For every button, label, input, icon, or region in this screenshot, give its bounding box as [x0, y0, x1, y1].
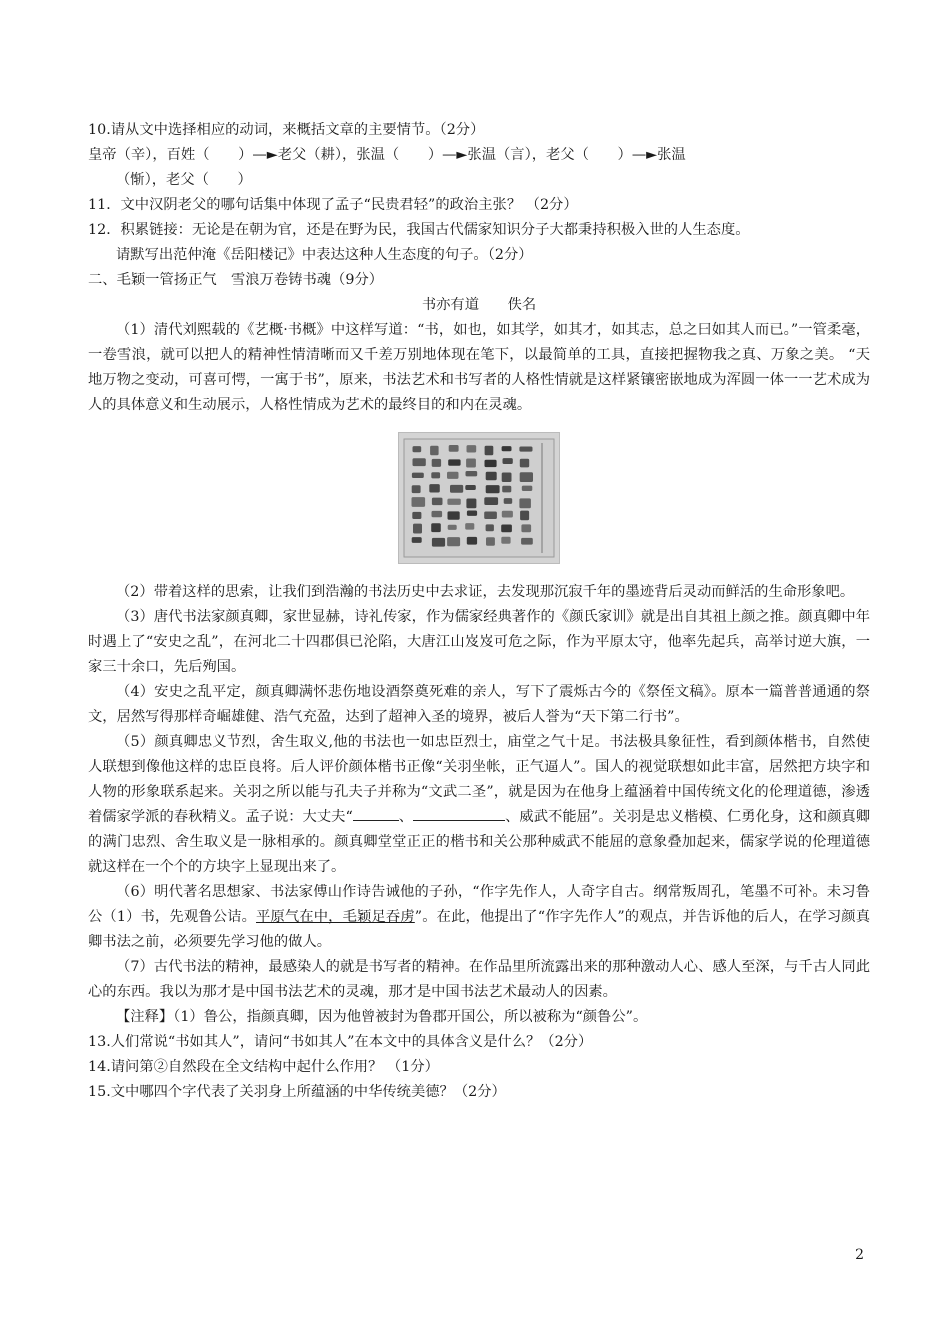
- calligraphy-stroke: [484, 512, 497, 520]
- calligraphy-stroke: [467, 445, 477, 452]
- article-paragraph-6: [88, 880, 870, 955]
- paragraph-6-part-1: （6）明代著名思想家、书法家傅山作诗告诫他的子孙，“作字先作人，人奇字自古。纲常叛周孔，笔墨不可补。未习鲁公（1）书，先观鲁公诘。: [88, 884, 870, 925]
- calligraphy-stroke: [413, 446, 422, 452]
- calligraphy-stroke: [432, 459, 441, 467]
- calligraphy-stroke: [520, 472, 533, 482]
- calligraphy-stroke: [501, 537, 510, 544]
- calligraphy-stroke: [412, 497, 426, 507]
- calligraphy-stroke: [485, 446, 494, 456]
- answer-blank-1[interactable]: [353, 806, 399, 821]
- calligraphy-stroke: [432, 511, 443, 517]
- calligraphy-stroke: [431, 523, 441, 532]
- article-paragraph-7: （7）古代书法的精神，最感染人的就是书写者的精神。在作品里所流露出来的那种激动人心、感人至深，与千古人同此心的东西。我以为那才是中国书法艺术的灵魂，那才是中国书法艺术最动人的因素。: [88, 959, 870, 1000]
- question-12-line2: 请默写出范仲淹《岳阳楼记》中表达这种人生态度的句子。（2分）: [116, 247, 533, 263]
- calligraphy-stroke: [448, 525, 457, 530]
- section-2-heading: 二、毛颖一管扬正气 雪浪万卷铸书魂（9分）: [88, 272, 384, 288]
- calligraphy-stroke: [520, 459, 529, 468]
- article-paragraph-1: （1）清代刘熙载的《艺概·书概》中这样写道：“书，如也，如其学，如其才，如其志，总之曰如其人而已。”一管柔毫，一卷雪浪，就可以把人的精神性情清晰而又千差万别地体现在笔下，以最简单的工具，直接把握物我之真、万象之美。 “天地万物之变动，可喜可愕，一寓于书”，原来，书法艺术和书写者的人格性情就是这样紧镶密嵌地成为浑圆一体一一艺术成为人的具体意义和生动展示，人格性情成为艺术的最终目的和内在灵魂。: [88, 322, 870, 413]
- calligraphy-stroke: [432, 498, 443, 506]
- underlined-quote: 平原气在中，毛颖足吞虏: [256, 909, 415, 925]
- calligraphy-stroke: [412, 485, 421, 493]
- article-paragraph-4: （4）安史之乱平定，颜真卿满怀悲伤地设酒祭奠死难的亲人，写下了震烁古今的《祭侄文稿》。原本一篇普普通通的祭文，居然写得那样奇崛雄健、浩气充盈，达到了超神入圣的境界，被后人誉为“天下第二行书”。: [88, 684, 870, 725]
- question-15: 15.文中哪四个字代表了关羽身上所蕴涵的中华传统美德？（2分）: [88, 1084, 506, 1100]
- article-paragraph-3: （3）唐代书法家颜真卿，家世显赫，诗礼传家，作为儒家经典著作的《颜氏家训》就是出自其祖上颜之推。颜真卿中年时遇上了“安史之乱”，在河北二十四郡俱已沦陷，大唐江山岌岌可危之际，作为平原太守，他率先起兵，高举讨逆大旗，一家三十余口，先后殉国。: [88, 609, 870, 675]
- question-13: 13.人们常说“书如其人”，请问“书如其人”在本文中的具体含义是什么？（2分）: [88, 1034, 593, 1050]
- answer-blank-2[interactable]: [413, 806, 505, 821]
- calligraphy-stroke: [447, 499, 460, 505]
- calligraphy-stroke: [521, 538, 533, 545]
- calligraphy-stroke: [465, 485, 476, 490]
- article-note: 【注释】（1）鲁公，指颜真卿，因为他曾被封为鲁郡开国公，所以被称为“颜鲁公”。: [116, 1009, 648, 1025]
- calligraphy-stroke: [413, 458, 426, 466]
- calligraphy-image-wrapper: [88, 432, 870, 564]
- calligraphy-stroke: [465, 523, 474, 530]
- calligraphy-stroke: [449, 445, 459, 452]
- calligraphy-stroke: [412, 537, 422, 543]
- calligraphy-stroke: [522, 486, 533, 491]
- calligraphy-stroke: [447, 472, 459, 479]
- calligraphy-stroke: [503, 458, 513, 464]
- calligraphy-stroke: [504, 498, 513, 504]
- page-number: 2: [855, 1247, 864, 1263]
- calligraphy-stroke: [413, 524, 422, 534]
- calligraphy-stroke: [502, 446, 512, 451]
- calligraphy-stroke: [466, 459, 476, 468]
- calligraphy-stroke: [448, 511, 460, 519]
- calligraphy-stroke: [519, 498, 531, 508]
- calligraphy-stroke: [432, 538, 445, 547]
- calligraphy-stroke: [486, 524, 494, 531]
- question-10-chain-line2: （惭），老父（ ）: [116, 172, 252, 188]
- calligraphy-stroke: [412, 512, 421, 519]
- calligraphy-stroke: [431, 472, 440, 478]
- calligraphy-stroke: [486, 485, 500, 493]
- calligraphy-inscription-image: [398, 432, 560, 564]
- calligraphy-inscription-graphic: [399, 433, 559, 563]
- calligraphy-stroke: [447, 537, 460, 546]
- calligraphy-stroke: [466, 471, 478, 476]
- calligraphy-stroke: [412, 473, 424, 478]
- paragraph-5-part-3: 、威武不能屈”。关羽是忠义楷模、仁勇化身，这和颜真卿的满门忠烈、舍生取义是一脉相承的。颜真卿堂堂正正的楷书和关公那种威武不能屈的意象叠加起来，儒家学说的伦理道德就这样在一个个的方块字上显现出来了。: [88, 809, 870, 875]
- question-10-prompt: 10.请从文中选择相应的动词，来概括文章的主要情节。（2分）: [88, 122, 485, 138]
- paragraph-5-part-2: 、: [398, 809, 414, 825]
- calligraphy-stroke: [450, 485, 463, 493]
- question-12-line1: 12．积累链接：无论是在朝为官，还是在野为民，我国古代儒家知识分子大都秉持积极入世的人生态度。: [88, 222, 750, 238]
- calligraphy-stroke: [486, 537, 495, 545]
- question-10-chain-line1: 皇帝（辛），百姓（ ）—►老父（耕），张温（ ）—►张温（言），老父（ ）—►张温: [88, 147, 686, 163]
- calligraphy-stroke: [486, 472, 497, 481]
- calligraphy-stroke: [501, 525, 512, 533]
- calligraphy-stroke: [448, 459, 460, 465]
- paragraph-6-part-2: ”。在此，他提出了“作字先作人”的观点，并告诉他的后人，在学习颜真卿书法之前，必须要先学习他的做人。: [88, 909, 870, 950]
- calligraphy-stroke: [430, 446, 439, 456]
- calligraphy-stroke: [502, 473, 512, 483]
- calligraphy-stroke: [502, 511, 513, 518]
- question-11: 11．文中汉阴老父的哪句话集中体现了孟子“民贵君轻”的政治主张？ （2分）: [88, 197, 578, 213]
- calligraphy-stroke: [429, 484, 440, 492]
- calligraphy-stroke: [485, 460, 497, 467]
- calligraphy-stroke: [520, 511, 529, 521]
- article-paragraph-5: [88, 730, 870, 880]
- paragraph-5-part-1: （5）颜真卿忠义节烈，舍生取义,他的书法也一如忠臣烈士，庙堂之气十足。书法极具象征性，看到颜体楷书，自然使人联想到像他这样的忠臣良将。后人评价颜体楷书正像“关羽坐帐，正气逼人”。国人的视觉联想如此丰富，居然把方块字和人物的形象联系起来。关羽之所以能与孔夫子并称为“文武二圣”，就是因为在他身上蕴涵着中国传统文化的伦理道德，渗透着儒家学派的春秋精义。孟子说：大丈夫“: [88, 734, 870, 825]
- calligraphy-stroke: [467, 537, 477, 545]
- calligraphy-stroke: [519, 447, 532, 452]
- document-page: [88, 118, 870, 1105]
- calligraphy-stroke: [466, 499, 476, 509]
- calligraphy-stroke: [521, 524, 531, 532]
- calligraphy-stroke: [467, 511, 477, 516]
- article-paragraph-2: （2）带着这样的思索，让我们到浩瀚的书法历史中去求证，去发现那沉寂千年的墨迹背后灵动而鲜活的生命形象吧。: [116, 584, 855, 600]
- calligraphy-stroke: [484, 497, 498, 505]
- calligraphy-stroke: [502, 486, 511, 493]
- question-14: 14.请问第②自然段在全文结构中起什么作用？ （1分）: [88, 1059, 439, 1075]
- article-title: 书亦有道 佚名: [421, 297, 537, 313]
